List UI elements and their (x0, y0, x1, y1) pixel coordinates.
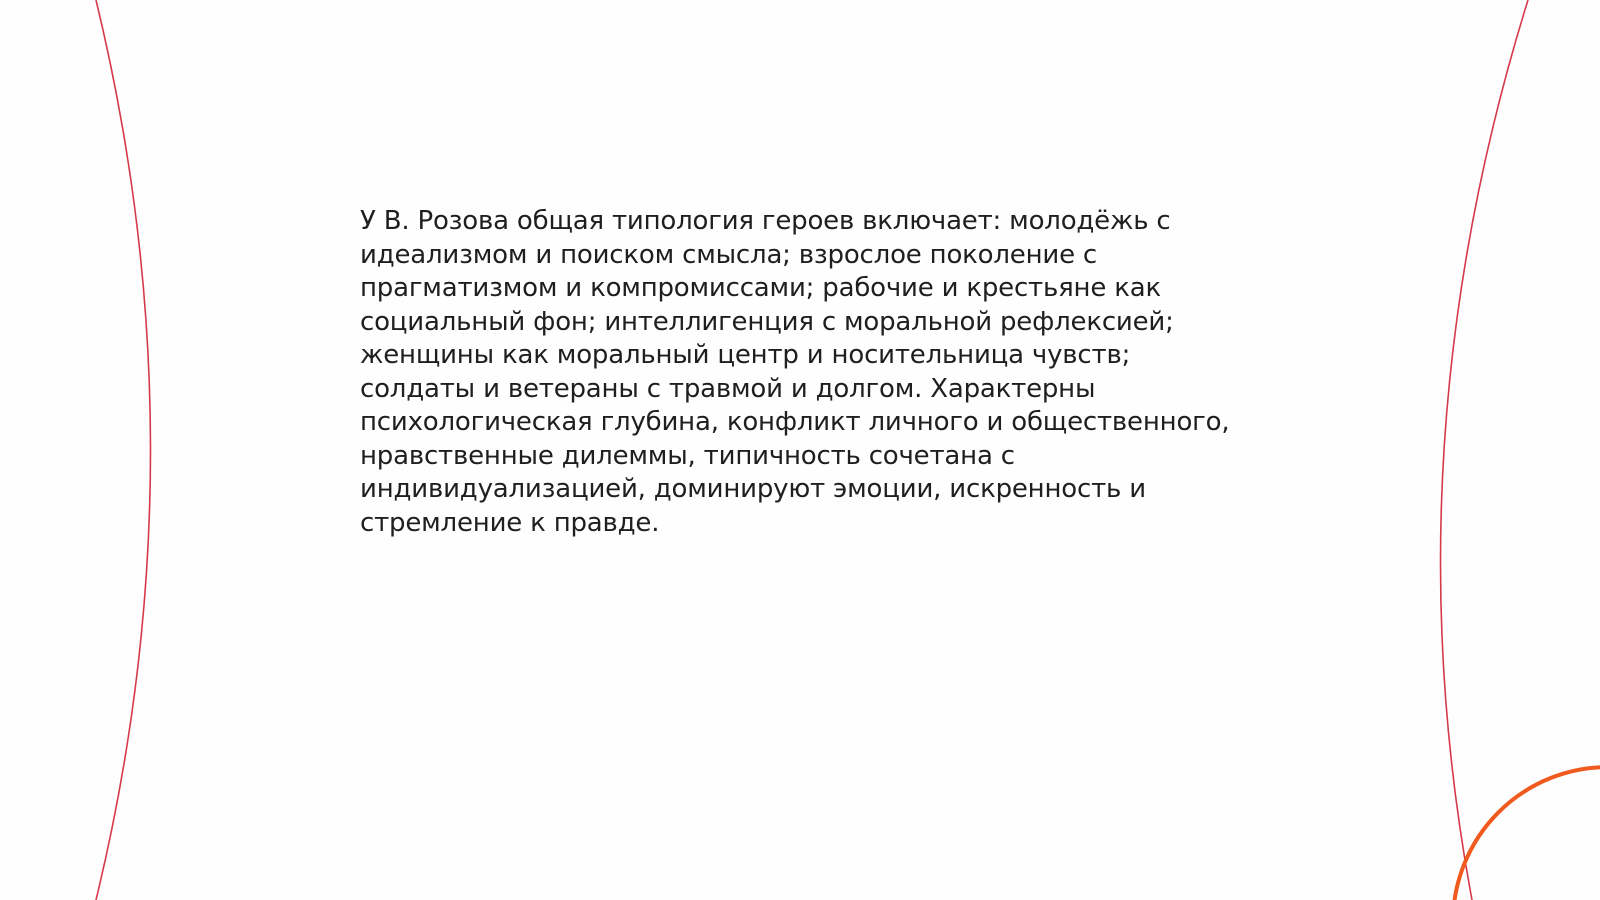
body-paragraph: У В. Розова общая типология героев включает: молодёжь с идеализмом и поиском смысла; взрослое поколение с прагматизмом и компромиссами; рабочие и крестьяне как социальный фон; интеллигенция с моральной рефлексией; женщины как моральный центр и носительница чувств; солдаты и ветераны с травмой и долгом. Характерны психологическая глубина, конфликт личного и общественного, нравственные дилеммы, типичность сочетана с индивидуализацией, доминируют эмоции, искренность и стремление к правде. (360, 206, 1230, 538)
right-curve (1441, 0, 1529, 900)
corner-arc (1453, 767, 1600, 900)
left-curve (96, 0, 151, 900)
